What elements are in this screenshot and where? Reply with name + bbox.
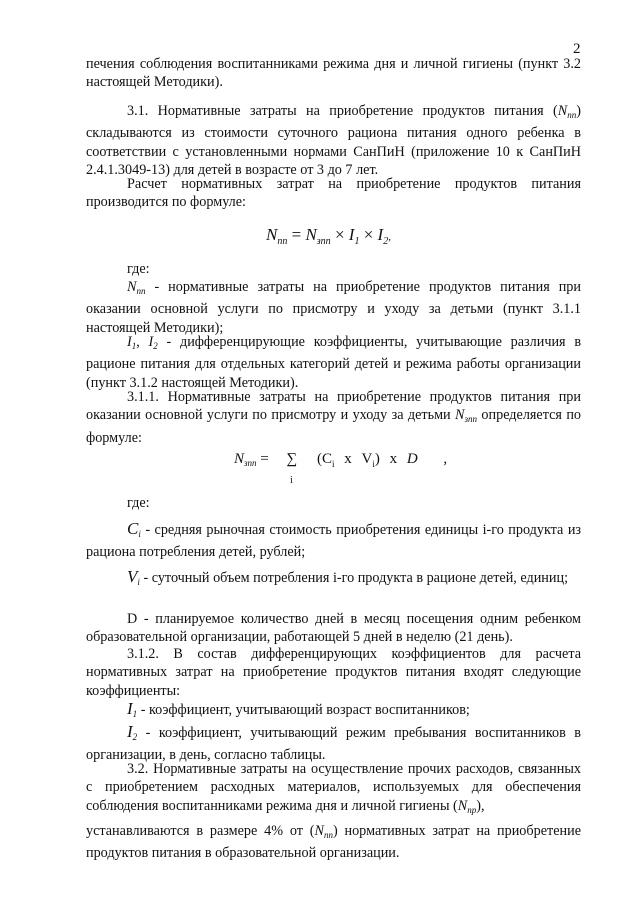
definition-c: $C_i$ - средняя рыночная стоимость приобретения единицы i-го продукта из рациона потребления детей, рублей; (86, 519, 582, 561)
paragraph-calc-intro: Расчет нормативных затрат на приобретение продуктов питания производится по формуле: (86, 176, 581, 211)
symbol-n-pp: $N_{пп}$ (127, 279, 146, 296)
text: 3.1. Нормативные затраты на приобретение продуктов питания ( (127, 103, 558, 119)
definition-v: $V_i$ - суточный объем потребления i-го продукта в рационе детей, единиц; (127, 567, 569, 587)
paragraph-3-2-continued: устанавливаются в размере 4% от $(N_{пп})$ нормативных затрат на приобретение продуктов питания в образовательной организации. (86, 823, 581, 862)
definition-i2: $I_2$ - коэффициент, учитывающий режим пребывания воспитанников в организации, в день, согласно таблицы. (86, 722, 581, 764)
page-number: 2 (573, 41, 581, 57)
definition-d: D - планируемое количество дней в месяц посещения одним ребенком образовательной организации, работающей 5 дней в неделю (21 день). (86, 611, 581, 646)
symbol-n-pr: $N_{пр}$ (457, 797, 477, 815)
text: ) складываются из стоимости суточного рациона питания одного ребенка в соответствии с установленными нормами СанПиН (приложение 10 к СанПиН 2.4.1.3049-13) для детей в возрасте от 3 до 7 лет. (86, 103, 581, 179)
symbol-n-zpp: $N_{зпп}$ (455, 407, 478, 425)
paragraph-3-1-2: 3.1.2. В состав дифференцирующих коэффициентов для расчета нормативных затрат на приобретение продуктов питания входят следующие коэффициенты: (86, 646, 581, 699)
definition-i1-i2: $I_1$, $I_2$ - дифференцирующие коэффициенты, учитывающие различия в рационе питания для отдельных категорий детей и режима работы организации (пункт 3.1.2 настоящей Методики). (86, 334, 582, 391)
sum-index: i (290, 475, 293, 486)
symbol-n-pp: $N_{пп}$ (314, 823, 333, 840)
formula-nzpp: $N_{зпп}$ = ∑ ($C_i$ x $V_i$) x D , (234, 451, 448, 469)
symbol-i2: $I_2$ (127, 722, 138, 742)
paragraph-3-1 (86, 102, 581, 180)
symbol-i1: $I_1$ (127, 334, 137, 351)
symbol-i2: $I_2$ (148, 334, 158, 351)
where-label-1: где: (127, 261, 150, 277)
paragraph-3-1-1: 3.1.1. Нормативные затраты на приобретение продуктов питания при оказании основной услуги по присмотру и уходу за детьми $N_{зпп}$ определяется по формуле: (86, 389, 582, 446)
symbol-c-i: $C_i$ (127, 519, 141, 539)
definition-i1: $I_1$ - коэффициент, учитывающий возраст воспитанников; (127, 699, 470, 719)
symbol-n-pp: $N_{пп}$ (557, 103, 577, 120)
formula-npp: $N_{пп} = N_{зпп} \times I_1 \times I_2$, (266, 225, 391, 247)
symbol-v-i: $V_i$ (127, 567, 140, 587)
definition-npp: $N_{пп}$ - нормативные затраты на приобретение продуктов питания при оказании основной услуги по присмотру и уходу за детьми (пункт 3.1.1 настоящей Методики); (86, 279, 581, 336)
symbol-i1: $I_1$ (127, 699, 138, 719)
paragraph-3-2: 3.2. Нормативные затраты на осуществление прочих расходов, связанных с приобретением расходных материалов, используемых для обеспечения соблюдения воспитанниками режима дня и личной гигиены $(N_{пр})$, (86, 761, 581, 815)
where-label-2: где: (127, 495, 150, 511)
paragraph-continuation: печения соблюдения воспитанниками режима дня и личной гигиены (пункт 3.2 настоящей Методики). (86, 56, 581, 91)
